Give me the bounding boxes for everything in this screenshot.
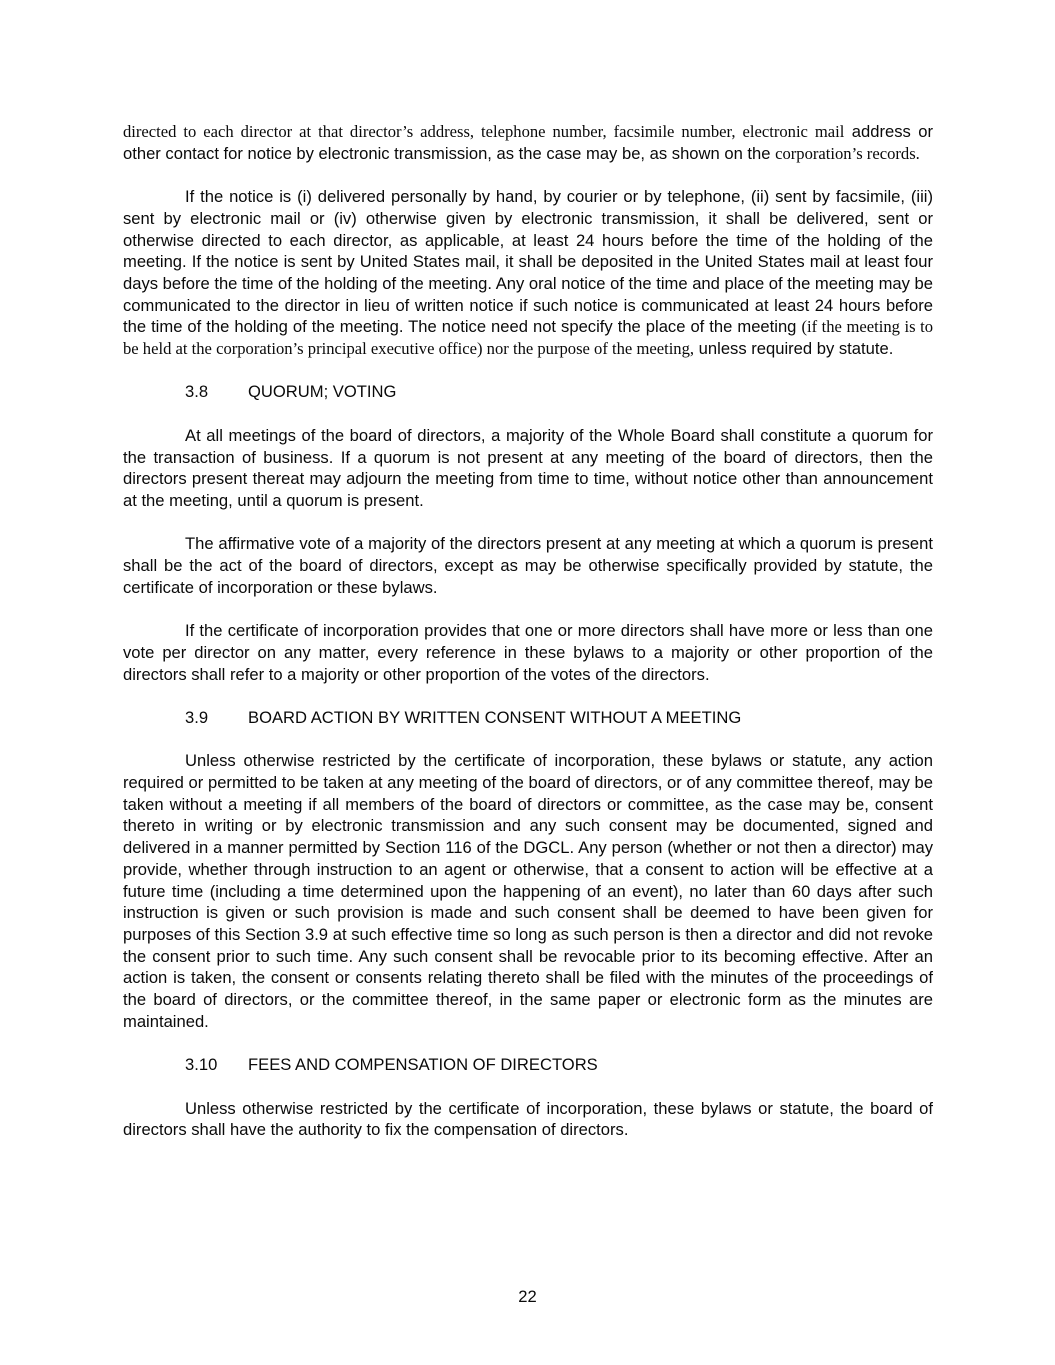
section-heading-3-8 <box>123 381 933 403</box>
paragraph-text: unless required by statute. <box>694 339 894 359</box>
paragraph-quorum-3: If the certificate of incorporation provides that one or more directors shall have more or less than one vote per director on any matter, every reference in these bylaws to a majority or other proportion of the directors shall refer to a majority or other proportion of the votes of the directors. <box>123 621 933 684</box>
section-title: BOARD ACTION BY WRITTEN CONSENT WITHOUT A MEETING <box>248 707 742 727</box>
paragraph-written-consent: Unless otherwise restricted by the certificate of incorporation, these bylaws or statute, any action required or permitted to be taken at any meeting of the board of directors, or of any committee thereof, may be taken without a meeting if all members of the board of directors or committee, as the case may be, consent thereto in writing or by electronic transmission and any such consent may be documented, signed and delivered in a manner permitted by Section 116 of the DGCL. Any person (whether or not then a director) may provide, whether through instruction to an agent or otherwise, that a consent to action will be effective at a future time (including a time determined upon the happening of an event), no later than 60 days after such instruction is given or such provision is made and such consent shall be deemed to have been given for purposes of this Section 3.9 at such effective time so long as such person is then a director and did not revoke the consent prior to such time. Any such consent shall be revocable prior to its becoming effective. After an action is taken, the consent or consents relating thereto shall be filed with the minutes of the proceedings of the board of directors, or the committee thereof, in the same paper or electronic form as the minutes are maintained. <box>123 751 933 1031</box>
section-number: 3.9 <box>185 707 209 727</box>
section-number: 3.8 <box>185 382 209 402</box>
paragraph-notice-delivery <box>123 186 933 360</box>
section-heading-3-10 <box>123 1054 933 1076</box>
paragraph-text: address or other contact for notice by electronic transmission, as the case may be, as shown on the <box>123 122 933 163</box>
page-number: 22 <box>518 1287 537 1306</box>
paragraph-text: corporation’s records. <box>775 143 920 163</box>
paragraph-quorum-2: The affirmative vote of a majority of the directors present at any meeting at which a quorum is present shall be the act of the board of directors, except as may be otherwise specifically provided by statute, the certificate of incorporation or these bylaws. <box>123 534 933 597</box>
paragraph-text: If the notice is (i) delivered personally by hand, by courier or by telephone, (ii) sent by facsimile, (iii) sent by electronic mail or (iv) otherwise given by electronic transmission, it shall be delivered, sent or otherwise directed to each director, as applicable, at least 24 hours before the time of the holding of the meeting. If the notice is sent by United States mail, it shall be deposited in the United States mail at least four days before the time of the holding of the meeting. Any oral notice of the time and place of the meeting may be communicated to the director in lieu of written notice if such notice is communicated at least 24 hours before the time of the holding of the meeting. The notice need not specify the place of the meeting <box>123 187 933 337</box>
paragraph-quorum-1: At all meetings of the board of directors, a majority of the Whole Board shall constitute a quorum for the transaction of business. If a quorum is not present at any meeting of the board of directors, then the directors present thereat may adjourn the meeting from time to time, without notice other than announcement at the meeting, until a quorum is present. <box>123 425 933 510</box>
paragraph-notice-address <box>123 121 933 164</box>
section-title: QUORUM; VOTING <box>248 382 397 402</box>
section-title: FEES AND COMPENSATION OF DIRECTORS <box>248 1055 598 1075</box>
paragraph-fees: Unless otherwise restricted by the certificate of incorporation, these bylaws or statute, the board of directors shall have the authority to fix the compensation of directors. <box>123 1098 933 1140</box>
document-body <box>123 121 933 1163</box>
section-heading-3-9 <box>123 707 933 729</box>
section-number: 3.10 <box>185 1055 218 1075</box>
paragraph-text: (if the meeting is to be held at the corporation’s principal executive office) nor the purpose of the meeting, <box>123 317 933 359</box>
paragraph-text: directed to each director at that director’s address, telephone number, facsimile number, electronic mail <box>123 122 845 141</box>
